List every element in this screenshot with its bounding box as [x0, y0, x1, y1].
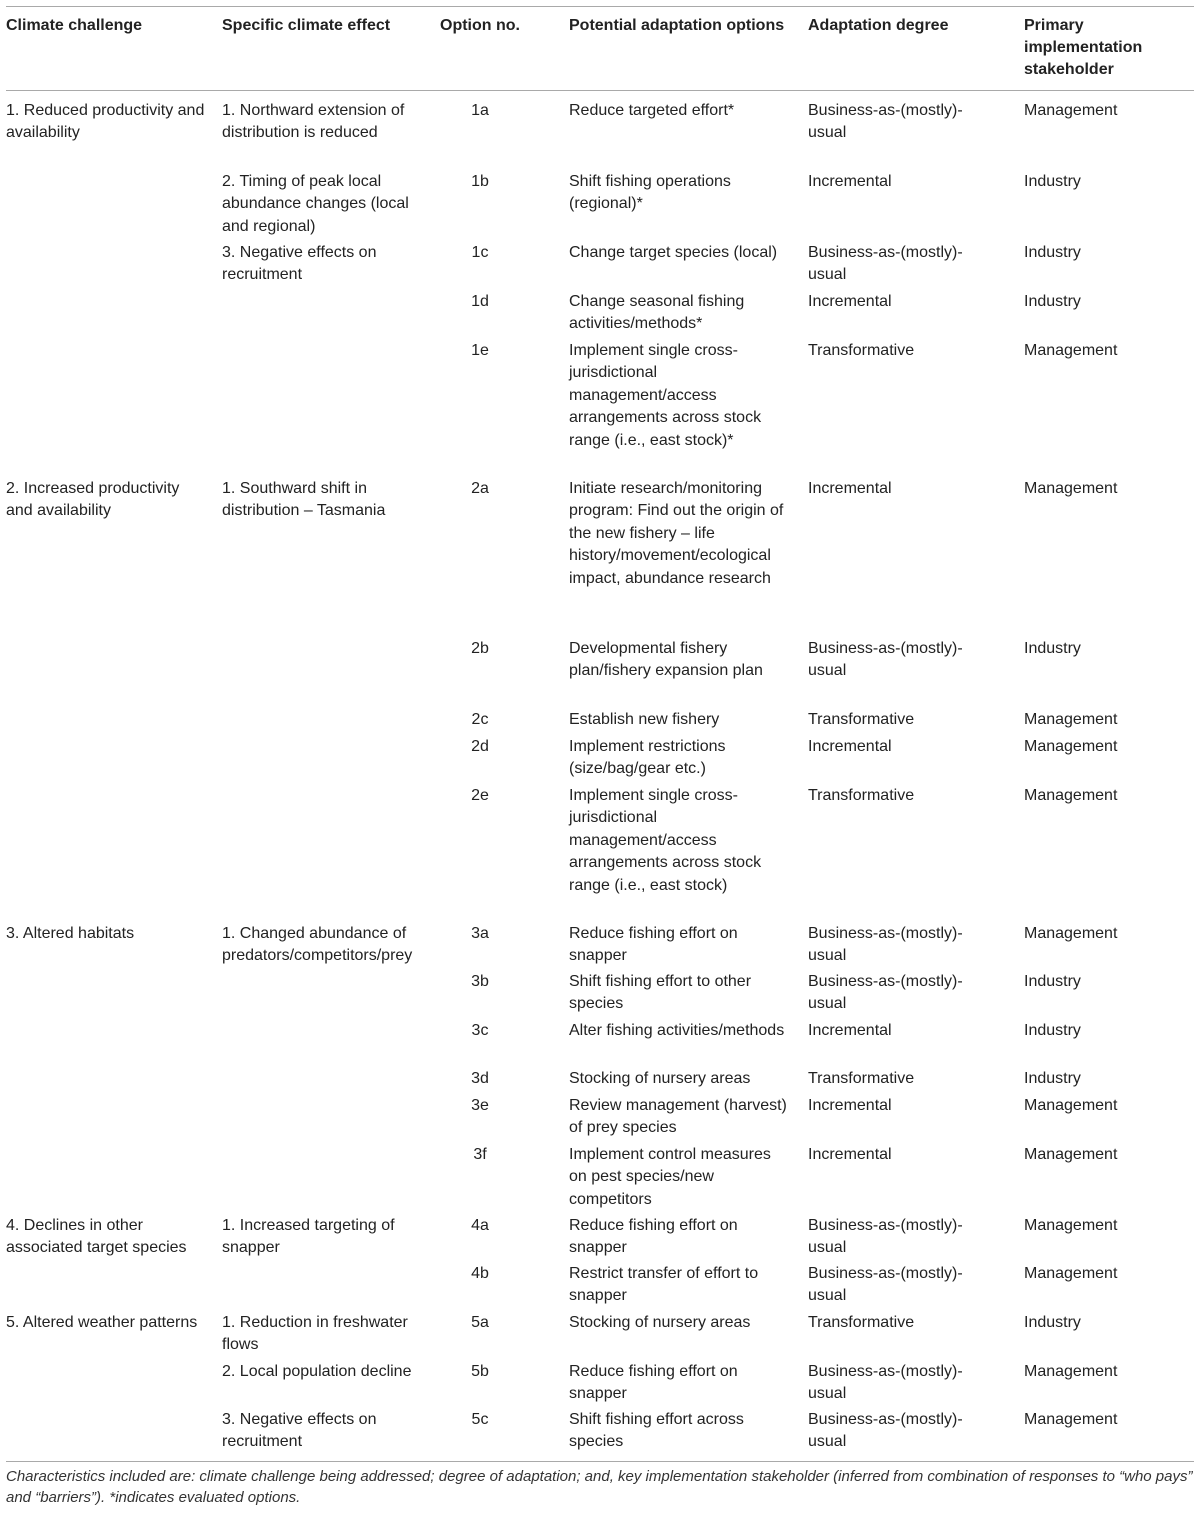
- option-text-cell: Establish new fishery: [569, 711, 720, 728]
- stakeholder-cell: Management: [1024, 1146, 1118, 1163]
- header-option-no: Option no.: [440, 17, 520, 34]
- option-text-cell: Implement single cross-jurisdictional management/access arrangements across stock range (i.e., east stock)*: [569, 342, 762, 449]
- option-text-cell: Reduce fishing effort on snapper: [569, 925, 738, 965]
- option-text-cell: Shift fishing effort to other species: [569, 973, 752, 1013]
- stakeholder-cell: Management: [1024, 342, 1118, 359]
- stakeholder-cell: Industry: [1024, 293, 1081, 310]
- stakeholder-cell: Management: [1024, 925, 1118, 942]
- option-no-cell: 1a: [471, 102, 489, 119]
- option-no-cell: 1e: [471, 342, 489, 359]
- effect-cell: 2. Timing of peak local abundance changes (local and regional): [222, 173, 409, 235]
- option-text-cell: Reduce fishing effort on snapper: [569, 1217, 738, 1257]
- stakeholder-cell: Management: [1024, 1411, 1118, 1428]
- degree-cell: Business-as-(mostly)-usual: [808, 925, 963, 965]
- stakeholder-cell: Management: [1024, 1265, 1118, 1282]
- challenge-cell: 5. Altered weather patterns: [6, 1314, 198, 1331]
- stakeholder-cell: Management: [1024, 1363, 1118, 1380]
- stakeholder-cell: Industry: [1024, 1022, 1081, 1039]
- stakeholder-cell: Industry: [1024, 173, 1081, 190]
- header-climate-challenge: Climate challenge: [6, 17, 143, 34]
- stakeholder-cell: Management: [1024, 738, 1118, 755]
- option-no-cell: 5c: [471, 1411, 489, 1428]
- degree-cell: Transformative: [808, 787, 915, 804]
- stakeholder-cell: Industry: [1024, 640, 1081, 657]
- option-no-cell: 1c: [471, 244, 489, 261]
- challenge-cell: 3. Altered habitats: [6, 925, 135, 942]
- stakeholder-cell: Industry: [1024, 1070, 1081, 1087]
- option-text-cell: Implement control measures on pest species/new competitors: [569, 1146, 771, 1208]
- option-no-cell: 2e: [471, 787, 489, 804]
- degree-cell: Transformative: [808, 342, 915, 359]
- table-bottom-rule: [6, 1461, 1194, 1462]
- option-text-cell: Initiate research/monitoring program: Find out the origin of the new fishery – life history/movement/ecological impact, abundance research: [569, 480, 784, 587]
- degree-cell: Business-as-(mostly)-usual: [808, 244, 963, 284]
- degree-cell: Incremental: [808, 173, 892, 190]
- degree-cell: Incremental: [808, 1022, 892, 1039]
- degree-cell: Business-as-(mostly)-usual: [808, 1411, 963, 1451]
- option-text-cell: Developmental fishery plan/fishery expansion plan: [569, 640, 763, 680]
- option-text-cell: Review management (harvest) of prey species: [569, 1097, 787, 1137]
- option-text-cell: Shift fishing operations (regional)*: [569, 173, 731, 213]
- degree-cell: Business-as-(mostly)-usual: [808, 640, 963, 680]
- stakeholder-cell: Industry: [1024, 973, 1081, 990]
- effect-cell: 1. Northward extension of distribution is reduced: [222, 102, 405, 142]
- header-potential-adaptation-options: Potential adaptation options: [569, 17, 785, 34]
- header-primary-stakeholder: Primary implementation stakeholder: [1024, 17, 1143, 78]
- adaptation-options-table: [6, 6, 1194, 1534]
- option-no-cell: 3e: [471, 1097, 489, 1114]
- challenge-cell: 4. Declines in other associated target species: [6, 1217, 187, 1257]
- effect-cell: 1. Reduction in freshwater flows: [222, 1314, 408, 1354]
- option-text-cell: Implement single cross-jurisdictional management/access arrangements across stock range (i.e., east stock): [569, 787, 762, 894]
- stakeholder-cell: Industry: [1024, 244, 1081, 261]
- stakeholder-cell: Industry: [1024, 1314, 1081, 1331]
- effect-cell: 3. Negative effects on recruitment: [222, 244, 377, 284]
- stakeholder-cell: Management: [1024, 480, 1118, 497]
- stakeholder-cell: Management: [1024, 787, 1118, 804]
- degree-cell: Transformative: [808, 1314, 915, 1331]
- degree-cell: Business-as-(mostly)-usual: [808, 1363, 963, 1403]
- degree-cell: Business-as-(mostly)-usual: [808, 1217, 963, 1257]
- option-no-cell: 3c: [471, 1022, 489, 1039]
- degree-cell: Business-as-(mostly)-usual: [808, 973, 963, 1013]
- option-no-cell: 3a: [471, 925, 489, 942]
- header-adaptation-degree: Adaptation degree: [808, 17, 949, 34]
- degree-cell: Business-as-(mostly)-usual: [808, 102, 963, 142]
- option-no-cell: 3d: [471, 1070, 489, 1087]
- degree-cell: Transformative: [808, 711, 915, 728]
- option-text-cell: Change target species (local): [569, 244, 778, 261]
- effect-cell: 1. Increased targeting of snapper: [222, 1217, 395, 1257]
- option-text-cell: Alter fishing activities/methods: [569, 1022, 785, 1039]
- option-no-cell: 2d: [471, 738, 489, 755]
- effect-cell: 1. Southward shift in distribution – Tasmania: [222, 480, 386, 520]
- degree-cell: Transformative: [808, 1070, 915, 1087]
- option-text-cell: Stocking of nursery areas: [569, 1070, 751, 1087]
- stakeholder-cell: Management: [1024, 1097, 1118, 1114]
- option-text-cell: Reduce fishing effort on snapper: [569, 1363, 738, 1403]
- option-text-cell: Change seasonal fishing activities/methods*: [569, 293, 745, 333]
- option-text-cell: Shift fishing effort across species: [569, 1411, 744, 1451]
- option-no-cell: 5a: [471, 1314, 489, 1331]
- challenge-cell: 1. Reduced productivity and availability: [6, 102, 205, 142]
- option-no-cell: 5b: [471, 1363, 489, 1380]
- degree-cell: Incremental: [808, 480, 892, 497]
- option-text-cell: Restrict transfer of effort to snapper: [569, 1265, 759, 1305]
- degree-cell: Incremental: [808, 738, 892, 755]
- option-no-cell: 3b: [471, 973, 489, 990]
- table-body: [6, 91, 1194, 1534]
- stakeholder-cell: Management: [1024, 1217, 1118, 1234]
- option-no-cell: 1b: [471, 173, 489, 190]
- effect-cell: 3. Negative effects on recruitment: [222, 1411, 377, 1451]
- option-no-cell: 1d: [471, 293, 489, 310]
- effect-cell: 1. Changed abundance of predators/competitors/prey: [222, 925, 413, 965]
- table-footnote: Characteristics included are: climate challenge being addressed; degree of adaptation; and, key implementation stakeholder (inferred from combination of responses to “who pays” and “barriers”). *indicates evaluated options.: [6, 1468, 1193, 1506]
- degree-cell: Incremental: [808, 1146, 892, 1163]
- degree-cell: Incremental: [808, 1097, 892, 1114]
- stakeholder-cell: Management: [1024, 102, 1118, 119]
- option-no-cell: 3f: [473, 1146, 487, 1163]
- option-no-cell: 2a: [471, 480, 489, 497]
- challenge-cell: 2. Increased productivity and availability: [6, 480, 180, 520]
- option-no-cell: 2c: [471, 711, 489, 728]
- option-no-cell: 2b: [471, 640, 489, 657]
- degree-cell: Incremental: [808, 293, 892, 310]
- option-text-cell: Implement restrictions (size/bag/gear etc.): [569, 738, 726, 778]
- stakeholder-cell: Management: [1024, 711, 1118, 728]
- degree-cell: Business-as-(mostly)-usual: [808, 1265, 963, 1305]
- header-specific-climate-effect: Specific climate effect: [222, 17, 391, 34]
- table-header-row: [6, 7, 1194, 90]
- option-text-cell: Stocking of nursery areas: [569, 1314, 751, 1331]
- option-text-cell: Reduce targeted effort*: [569, 102, 735, 119]
- option-no-cell: 4b: [471, 1265, 489, 1282]
- option-no-cell: 4a: [471, 1217, 489, 1234]
- effect-cell: 2. Local population decline: [222, 1363, 412, 1380]
